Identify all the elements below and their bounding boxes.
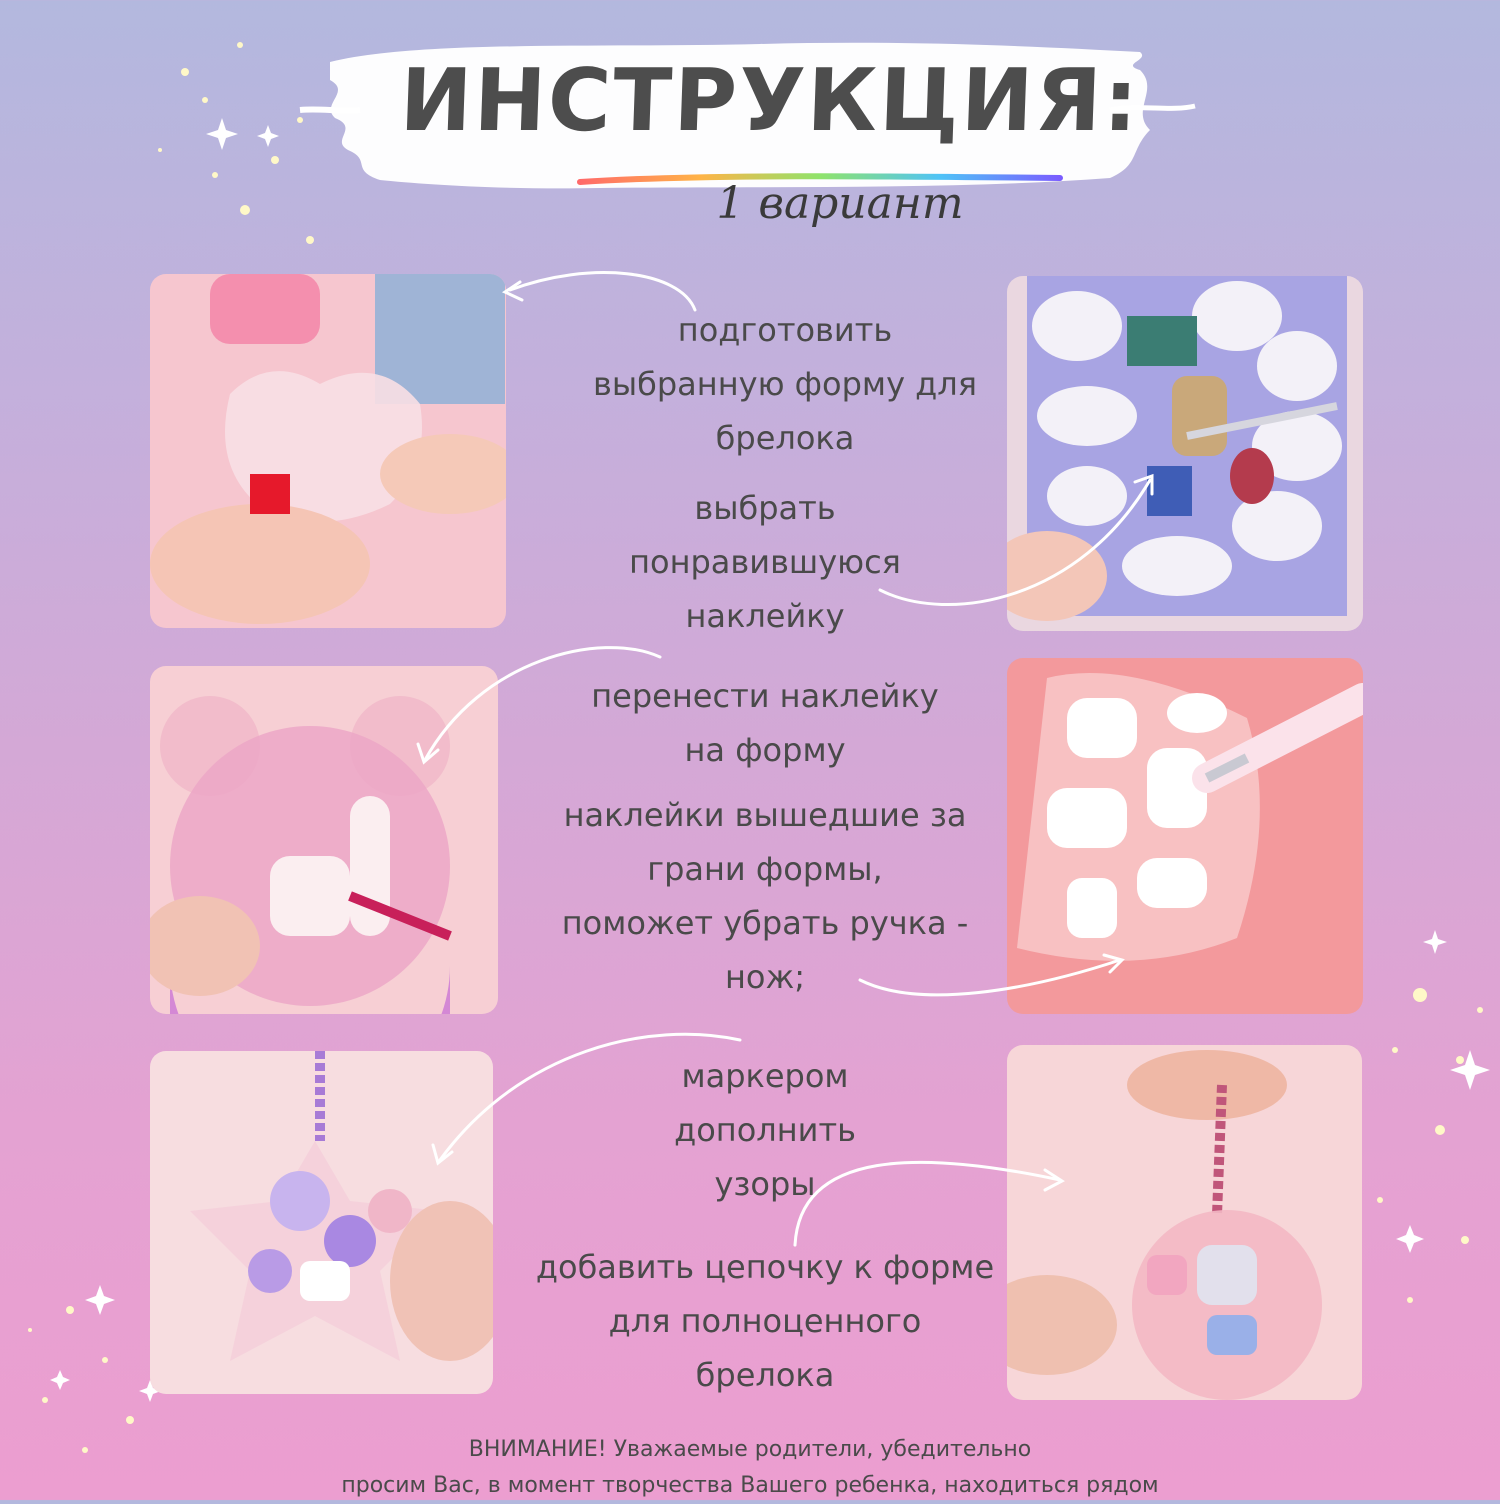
step-line: наклейку [685, 597, 845, 635]
step-line: маркером [681, 1057, 849, 1095]
step-line: на форму [684, 731, 846, 769]
step-line: добавить цепочку к форме [535, 1248, 995, 1286]
step-trim-with-knife [530, 788, 1000, 1004]
sticker-sheet-tweezers-photo [1007, 276, 1363, 631]
hands-holding-acrylic-form-photo [150, 274, 506, 628]
step-choose-sticker [540, 481, 990, 643]
step-line: перенести наклейку [591, 677, 939, 715]
notice-line-2: просим Вас, в момент творчества Вашего ребенка, находиться рядом [341, 1473, 1159, 1498]
step-line: выбрать [694, 489, 836, 527]
cat-shaped-form-pen-knife-photo [1007, 658, 1363, 1014]
step-line: подготовить [677, 311, 893, 349]
parental-notice [200, 1432, 1300, 1504]
step-line: нож; [724, 958, 806, 996]
step-line: узоры [714, 1165, 816, 1203]
step-marker-patterns [540, 1049, 990, 1211]
step-line: для полноценного [608, 1302, 922, 1340]
step-line: выбранную форму для [593, 365, 977, 403]
notice-line-1: ВНИМАНИЕ! Уважаемые родители, убедительно [468, 1437, 1032, 1462]
step-add-chain [505, 1240, 1025, 1402]
step-transfer-sticker [540, 669, 990, 777]
step-line: наклейки вышедшие за [563, 796, 967, 834]
round-keychain-chain-photo [1007, 1045, 1362, 1400]
page-title: ИНСТРУКЦИЯ: [398, 51, 1142, 151]
step-prepare-form [540, 303, 1030, 465]
step-line: брелока [715, 419, 855, 457]
bear-shaped-form-photo [150, 666, 498, 1014]
step-line: грани формы, [647, 850, 883, 888]
step-line: дополнить [674, 1111, 856, 1149]
page-subtitle: 1 вариант [716, 178, 964, 229]
step-line: поможет убрать ручка - [561, 904, 969, 942]
star-keychain-marker-photo [150, 1051, 493, 1394]
step-line: брелока [695, 1356, 835, 1394]
step-line: понравившуюся [629, 543, 901, 581]
